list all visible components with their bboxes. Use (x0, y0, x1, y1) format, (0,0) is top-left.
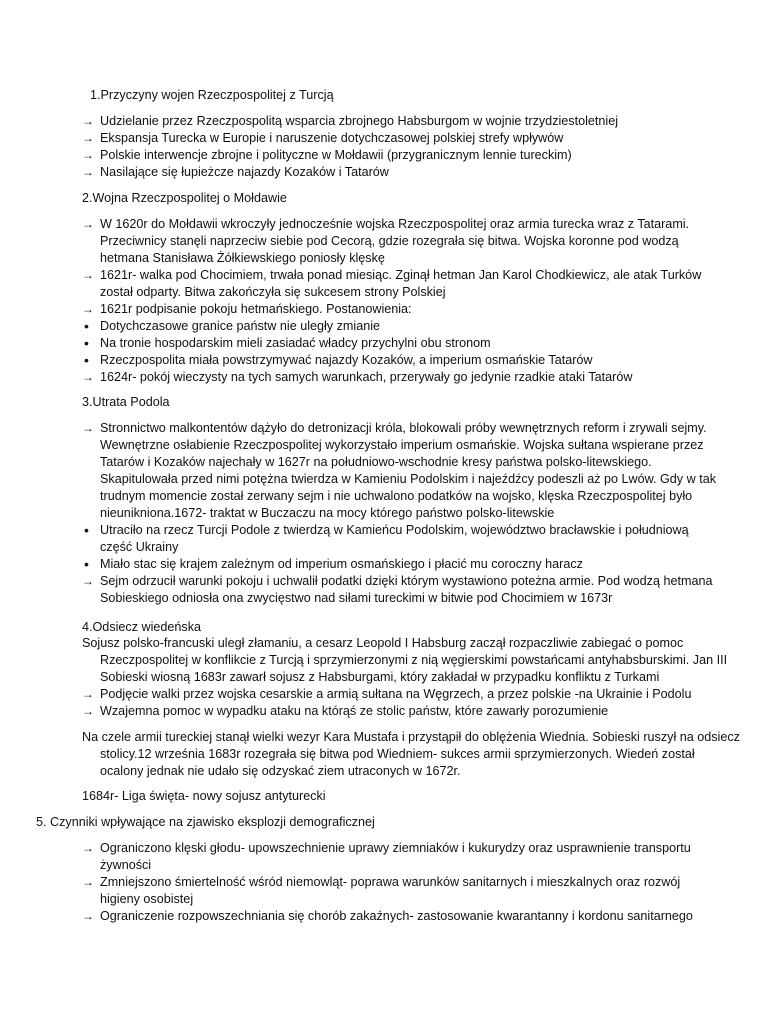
list-item: → Podjęcie walki przez wojska cesarskie a armią sułtana na Węgrzech, a przez polskie -na Ukrainie i Podolu (82, 687, 692, 701)
list-item: → Sejm odrzucił warunki pokoju i uchwalił podatki dzięki którym wystawiono poteżna armie. Pod wodzą hetmana Sobieskiego odniosła ona zwycięstwo nad siłami tureckimi w bitwie pod Chocimiem w 1673r (82, 574, 713, 605)
bullet-icon: • (84, 556, 89, 572)
section-3-list (82, 420, 722, 607)
arrow-right-icon: → (82, 704, 94, 718)
list-item: • Na tronie hospodarskim mieli zasiadać władcy przychylni obu stronom (84, 335, 491, 351)
section-4-paragraph: Na czele armii tureckiej stanął wielki wezyr Kara Mustafa i przystąpił do oblężenia Wiednia. Sobieski ruszył na odsiecz stolicy.12 września 1683r rozegrała się bitwa pod Wiedniem- sukces armii sprzymierzonych. Wiedeń został ocalony jednak nie udało się odzyskać ziem utraconych w 1672r. (82, 730, 740, 778)
list-item: → 1621r podpisanie pokoju hetmańskiego. Postanowienia: (82, 302, 412, 316)
list-item: → Polskie interwencje zbrojne i polityczne w Mołdawii (przygranicznym lennie tureckim) (82, 148, 572, 162)
arrow-right-icon: → (82, 114, 94, 128)
section-5-list (82, 840, 722, 925)
list-item: → 1621r- walka pod Chocimiem, trwała ponad miesiąc. Zginął hetman Jan Karol Chodkiewicz, ale atak Turków został odparty. Bitwa zakończyła się sukcesem strony Polskiej (82, 268, 702, 299)
bullet-icon: • (84, 522, 89, 538)
arrow-right-icon: → (82, 165, 94, 179)
arrow-right-icon: → (82, 148, 94, 162)
list-item: • Dotychczasowe granice państw nie uległy zmianie (84, 318, 381, 334)
arrow-right-icon: → (82, 268, 94, 282)
list-item: → Zmniejszono śmiertelność wśród niemowląt- poprawa warunków sanitarnych i mieszkalnych oraz rozwój higieny osobistej (82, 875, 681, 906)
list-item: • Utraciło na rzecz Turcji Podole z twierdzą w Kamieńcu Podolskim, województwo bracławskie i południową część Ukrainy (84, 522, 689, 554)
list-item: → Ekspansja Turecka w Europie i naruszenie dotychczasowej polskiej strefy wpływów (82, 131, 564, 145)
section-2-list (82, 216, 722, 386)
arrow-right-icon: → (82, 875, 94, 889)
list-item: → Ograniczono klęski głodu- upowszechnienie uprawy ziemniaków i kukurydzy oraz usprawnienie transportu żywności (82, 841, 691, 872)
section-4-intro: Sojusz polsko-francuski uległ złamaniu, a cesarz Leopold I Habsburg zaczął rozpaczliwie zabiegać o pomoc Rzeczpospolitej w konflikcie z Turcją i sprzymierzonymi z nią węgierskimi powstańcami antyhabsburskimi. Jan III Sobieski wiosną 1683r zawarł sojusz z Habsburgami, który zakładał w przypadku konfliktu z Turkami (82, 636, 728, 684)
section-4-heading: 4.Odsiecz wiedeńska (82, 620, 202, 634)
list-item: → W 1620r do Mołdawii wkroczyły jednocześnie wojska Rzeczpospolitej oraz armia turecka wraz z Tatarami. Przeciwnicy stanęli naprzeciw siebie pod Cecorą, gdzie rozegrała się bitwa. Wojska koronne pod wodzą hetmana Stanisława Żółkiewskiego poniosły klęskę (82, 217, 690, 265)
arrow-right-icon: → (82, 574, 94, 588)
list-item: → Udzielanie przez Rzeczpospolitą wsparcia zbrojnego Habsburgom w wojnie trzydziestoletniej (82, 114, 618, 128)
list-item: • Miało stac się krajem zależnym od imperium osmańskiego i płacić mu coroczny haracz (84, 556, 583, 572)
arrow-right-icon: → (82, 370, 94, 384)
bullet-icon: • (84, 352, 89, 368)
bullet-icon: • (84, 318, 89, 334)
section-1-heading: 1.Przyczyny wojen Rzeczpospolitej z Turcją (90, 88, 334, 102)
arrow-right-icon: → (82, 302, 94, 316)
list-item: → Stronnictwo malkontentów dążyło do detronizacji króla, blokowali próby wewnętrznych reform i zrywali sejmy. Wewnętrzne osłabienie Rzeczpospolitej wykorzystało imperium osmańskie. Wojska sułtana wspierane przez Tatarów i Kozaków najechały w 1627r na południowo-wschodnie kresy państwa polsko-litewskiego. Skapitulowała przed nimi potężna twierdza w Kamieniu Podolskim i najeźdźcy podeszli aż po Lwów. Gdy w tak trudnym momencie został zerwany sejm i nie uchwalono podatków na wojsko, klęska Rzeczpospolitej było nieuniknionа.1672- traktat w Buczaczu na mocy którego państwo polsko-litewskie (82, 421, 716, 520)
section-3-heading: 3.Utrata Podola (82, 395, 170, 409)
list-item: → Nasilające się łupieżcze najazdy Kozaków i Tatarów (82, 165, 389, 179)
section-5-heading: 5. Czynniki wpływające na zjawisko eksplozji demograficznej (36, 815, 375, 829)
section-4-note: 1684r- Liga święta- nowy sojusz antyturecki (82, 789, 326, 803)
list-item: → 1624r- pokój wieczysty na tych samych warunkach, przerywały go jedynie rzadkie ataki Tatarów (82, 370, 633, 384)
section-1-list (82, 113, 722, 181)
section-4-list (82, 686, 722, 720)
arrow-right-icon: → (82, 841, 94, 855)
section-2-heading: 2.Wojna Rzeczpospolitej o Mołdawie (82, 191, 287, 205)
arrow-right-icon: → (82, 421, 94, 435)
list-item: • Rzeczpospolita miała powstrzymywać najazdy Kozaków, a imperium osmańskie Tatarów (84, 352, 593, 368)
list-item: → Wzajemna pomoc w wypadku ataku na którąś ze stolic państw, które zawarły porozumienie (82, 704, 609, 718)
arrow-right-icon: → (82, 909, 94, 923)
list-item: → Ograniczenie rozpowszechniania się chorób zakaźnych- zastosowanie kwarantanny i kordonu sanitarnego (82, 909, 693, 923)
bullet-icon: • (84, 335, 89, 351)
arrow-right-icon: → (82, 217, 94, 231)
arrow-right-icon: → (82, 687, 94, 701)
arrow-right-icon: → (82, 131, 94, 145)
